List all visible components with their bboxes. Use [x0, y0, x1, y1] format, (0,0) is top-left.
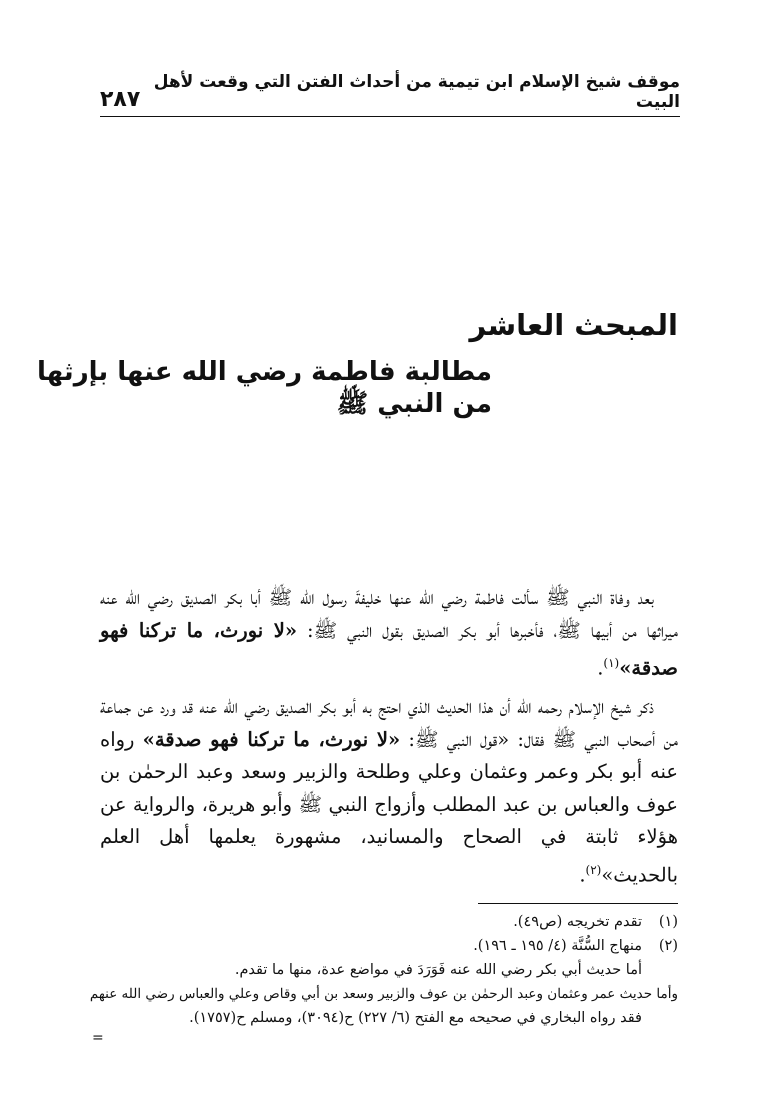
- header-rule: [100, 116, 680, 117]
- hadith-quote: «لا نورث، ما تركنا فهو صدقة»: [100, 618, 678, 680]
- footnote-1-text: تقدم تخريجه (ص٤٩).: [513, 914, 642, 930]
- paragraph-2-text-b: رواه عنه أبو بكر وعمر وعثمان وعلي وطلحة والزبير وسعد وعبد الرحمٰن بن عوف والعباس بن عبد المطلب وأزواج النبي ﷺ وأبو هريرة، والرواية عن هؤلاء ثابتة في الصحاح والمسانيد، مشهورة يعلمها أهل العلم بالحديث»: [100, 727, 678, 886]
- running-title: موقف شيخ الإسلام ابن تيمية من أحداث الفتن التي وقعت لأهل البيت: [153, 72, 680, 112]
- footnote-2-line-3: وأما حديث عمر وعثمان وعبد الرحمٰن بن عوف والزبير وسعد بن أبي وقاص وعلي والعباس رضي الله عنهم: [89, 986, 678, 1002]
- hadith-quote: «لا نورث، ما تركنا فهو صدقة»: [142, 727, 401, 751]
- paragraph-1-text: بعد وفاة النبي ﷺ سألت فاطمة رضي الله عنها خليفةَ رسول الله ﷺ أبا بكر الصديق رضي الله عنه ميراثها من أبيها ﷺ، فأخبرها أبو بكر الصديق بقول النبي ﷺ:: [100, 586, 678, 642]
- footnote-2-line-2: أما حديث أبي بكر رضي الله عنه فَوَرَدَ في مواضع عدة، منها ما تقدم.: [234, 962, 642, 978]
- footnote-2-text: منهاج السُّنَّة (٤/ ١٩٥ ـ ١٩٦).: [473, 938, 642, 954]
- footnote-rule: [478, 903, 678, 904]
- footnote-1-number: (١): [658, 914, 678, 930]
- paragraph-2-text-a: ذكر شيخ الإسلام رحمه الله أن هذا الحديث الذي احتج به أبو بكر الصديق رضي الله عنه قد ورد عن جماعة من أصحاب النبي ﷺ فقال: «قول النبي ﷺ:: [100, 695, 679, 751]
- footnote-2-line-4: فقد رواه البخاري في صحيحه مع الفتح (٦/ ٢٢٧) ح(٣٠٩٤)، ومسلم ح(١٧٥٧).: [189, 1010, 642, 1026]
- footnote-ref-2[interactable]: (٢): [585, 862, 602, 877]
- running-header: [100, 72, 680, 112]
- footnote-2-number: (٢): [658, 938, 678, 954]
- footnotes: [89, 910, 678, 1030]
- chapter-heading: مطالبة فاطمة رضي الله عنها بإرثها من النبي ﷺ: [37, 357, 492, 419]
- footnote-1: [104, 910, 678, 934]
- paragraph-2: ذكر شيخ الإسلام رحمه الله أن هذا الحديث الذي احتج به أبو بكر الصديق رضي الله عنه قد ورد عن جماعة من أصحاب النبي ﷺ فقال: «قول النبي ﷺ: «لا نورث، ما تركنا فهو صدقة» رواه عنه أبو بكر وعمر وعثمان وعلي وطلحة والزبير وسعد وعبد الرحمٰن بن عوف والعباس بن عبد المطلب وأزواج النبي ﷺ وأبو هريرة، والرواية عن هؤلاء ثابتة في الصحاح والمسانيد، مشهورة يعلمها أهل العلم بالحديث»$^{(٢)}$.: [100, 695, 679, 886]
- paragraph-1: بعد وفاة النبي ﷺ سألت فاطمة رضي الله عنها خليفةَ رسول الله ﷺ أبا بكر الصديق رضي الله عنه ميراثها من أبيها ﷺ، فأخبرها أبو بكر الصديق بقول النبي ﷺ: «لا نورث، ما تركنا فهو صدقة»$^{(١)}$.: [100, 586, 678, 680]
- footnote-ref-1[interactable]: (١): [603, 656, 620, 670]
- section-title: المبحث العاشر: [469, 308, 678, 342]
- footnote-2: [104, 934, 678, 958]
- body-text: [100, 582, 678, 898]
- continuation-mark: =: [92, 1030, 104, 1046]
- page-number: ٢٨٧: [100, 87, 141, 112]
